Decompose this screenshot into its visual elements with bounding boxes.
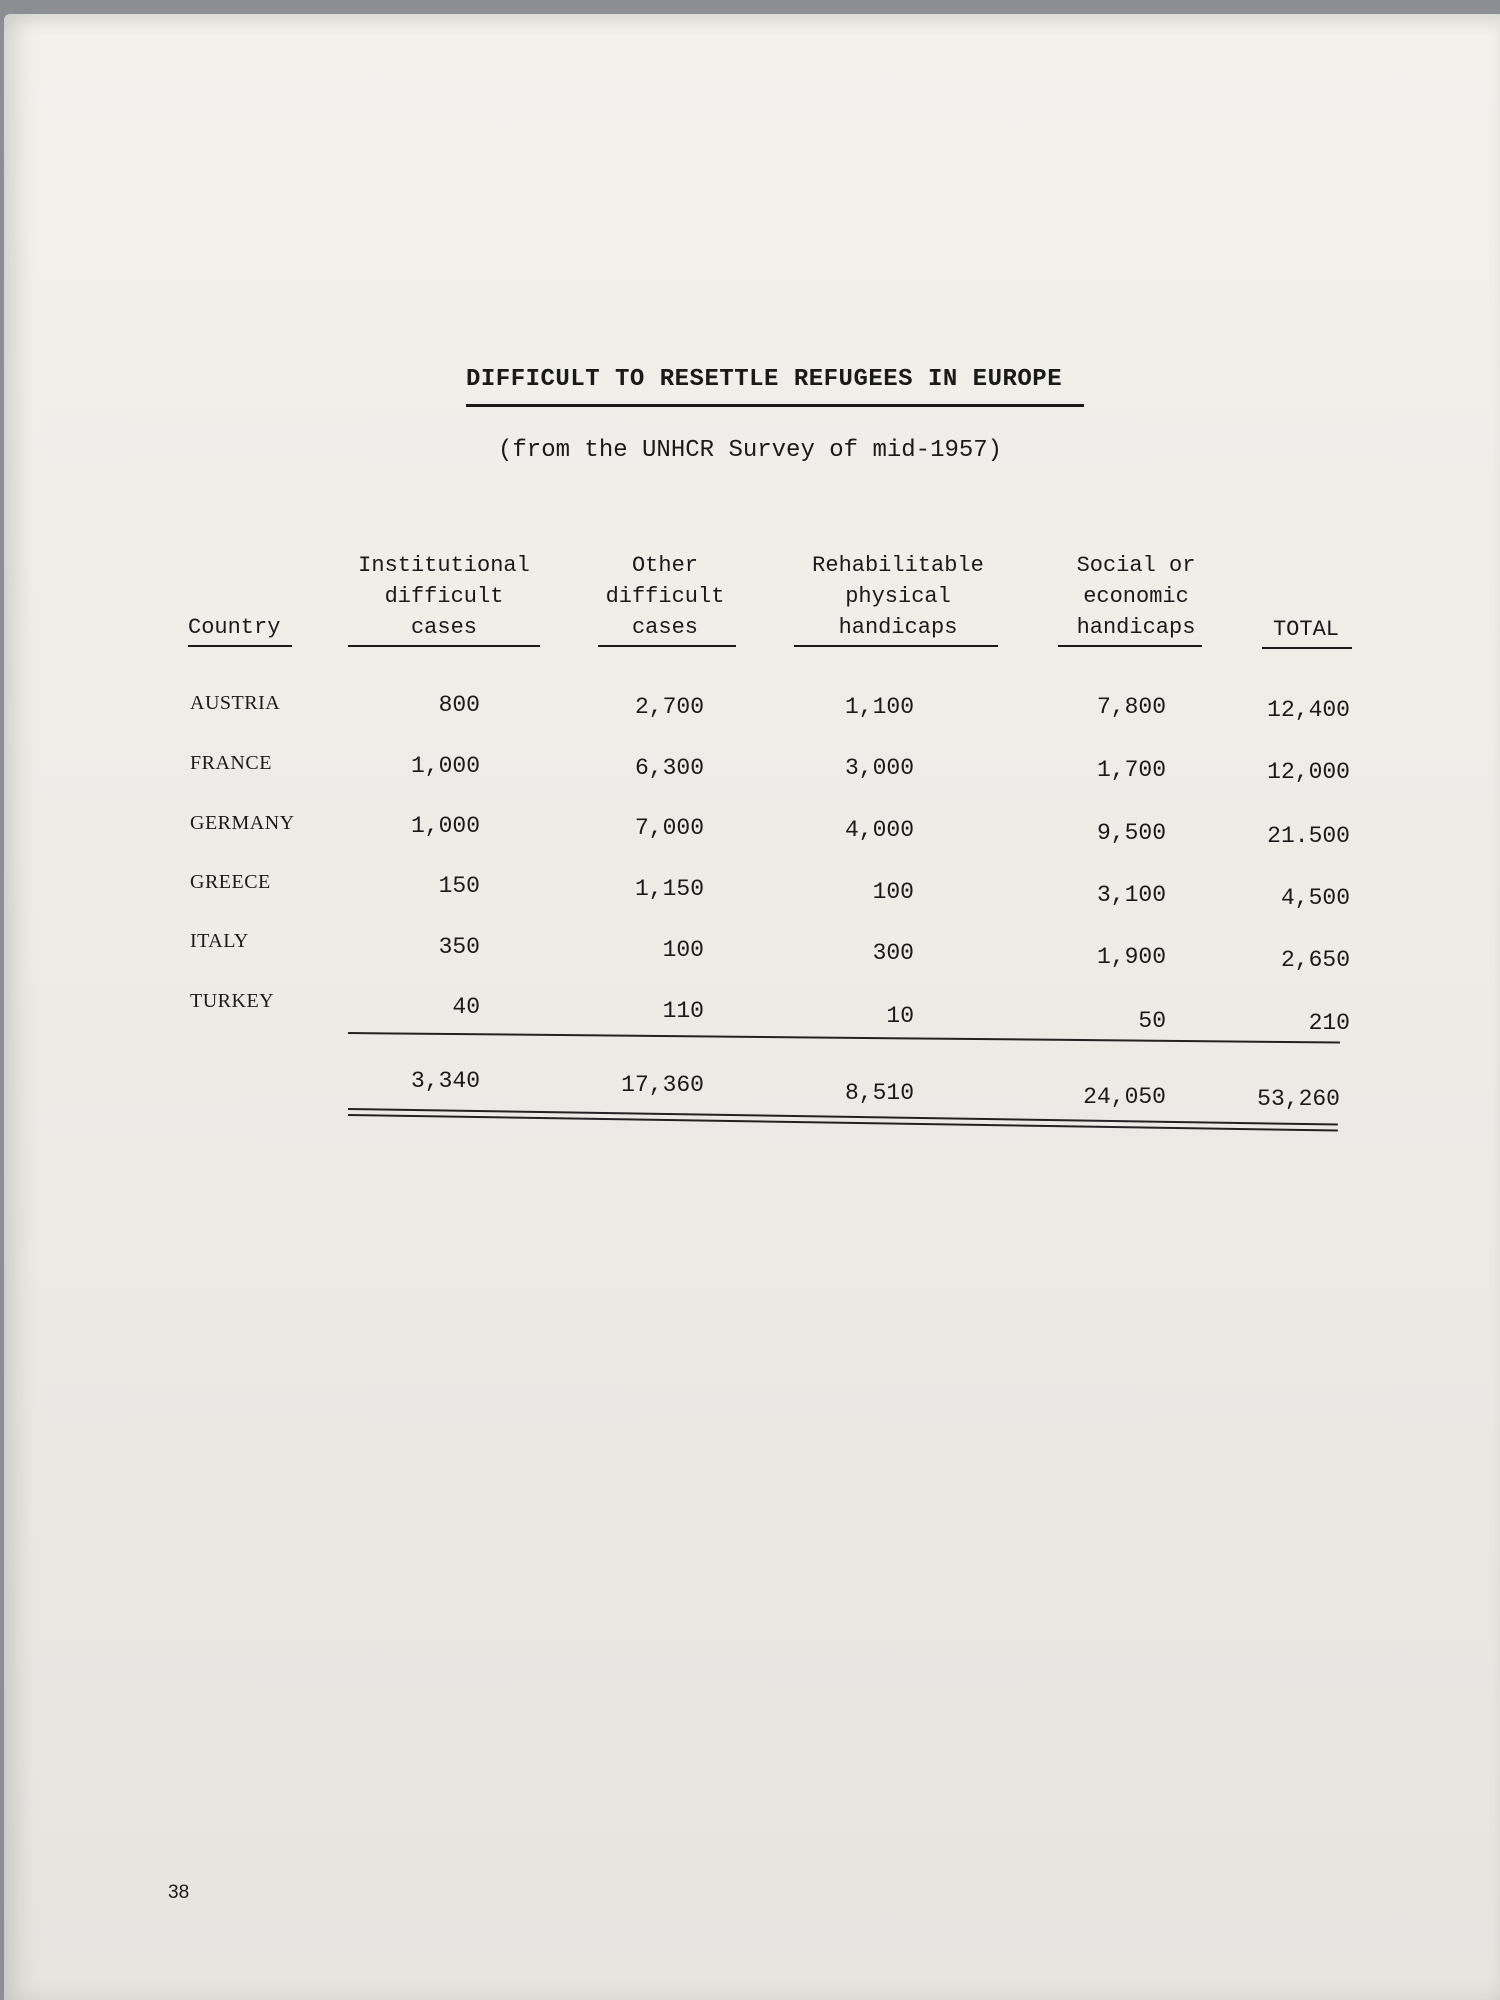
cell-other: 7,000 xyxy=(634,815,704,841)
cell-rehab: 4,000 xyxy=(844,817,914,843)
country-name: GREECE xyxy=(190,871,271,893)
cell-social: 9,500 xyxy=(1096,820,1166,846)
header-rehab: Rehabilitable physical handicaps xyxy=(812,553,984,640)
header-country-rule xyxy=(188,645,292,647)
cell-other: 2,700 xyxy=(634,694,704,720)
header-total: TOTAL xyxy=(1272,617,1339,642)
cell-total: 2,650 xyxy=(1280,947,1350,973)
cell-social: 7,800 xyxy=(1096,694,1166,720)
table-subtitle: (from the UNHCR Survey of mid-1957) xyxy=(498,437,1003,464)
header-other-rule xyxy=(598,645,736,647)
cell-total: 4,500 xyxy=(1280,885,1350,911)
cell-total: 21.500 xyxy=(1267,823,1350,849)
cell-institutional: 1,000 xyxy=(410,753,480,779)
header-country: Country xyxy=(188,615,281,640)
cell-institutional: 150 xyxy=(438,873,480,899)
cell-other: 1,150 xyxy=(634,876,704,902)
header-institutional: Institutional difficult cases xyxy=(358,553,530,640)
cell-institutional: 40 xyxy=(452,994,480,1020)
cell-rehab: 3,000 xyxy=(844,755,914,781)
total-social: 24,050 xyxy=(1083,1084,1166,1110)
country-name: FRANCE xyxy=(190,752,272,774)
cell-social: 3,100 xyxy=(1096,882,1166,908)
country-name: AUSTRIA xyxy=(190,692,281,714)
cell-institutional: 800 xyxy=(438,692,480,718)
country-name: GERMANY xyxy=(190,812,295,834)
cell-total: 12,400 xyxy=(1267,697,1350,723)
title-underline xyxy=(466,404,1084,407)
cell-social: 1,700 xyxy=(1096,757,1166,783)
cell-rehab: 100 xyxy=(872,879,914,905)
cell-institutional: 1,000 xyxy=(410,813,480,839)
header-social: Social or economic handicaps xyxy=(1076,553,1196,640)
total-institutional: 3,340 xyxy=(410,1068,480,1094)
cell-rehab: 10 xyxy=(886,1003,914,1029)
total-grand: 53,260 xyxy=(1257,1086,1340,1112)
total-rehab: 8,510 xyxy=(844,1080,914,1106)
cell-rehab: 1,100 xyxy=(844,694,914,720)
cell-rehab: 300 xyxy=(872,940,914,966)
table-title: DIFFICULT TO RESETTLE REFUGEES IN EUROPE xyxy=(466,366,1063,393)
cell-other: 100 xyxy=(662,937,704,963)
country-name: ITALY xyxy=(190,930,249,952)
cell-social: 1,900 xyxy=(1096,944,1166,970)
page-number: 38 xyxy=(168,1882,190,1903)
header-other: Other difficult cases xyxy=(605,553,725,640)
cell-total: 210 xyxy=(1308,1010,1350,1036)
cell-institutional: 350 xyxy=(438,934,480,960)
cell-total: 12,000 xyxy=(1267,759,1350,785)
cell-other: 110 xyxy=(662,998,704,1024)
header-institutional-rule xyxy=(348,645,540,647)
header-rehab-rule xyxy=(794,645,998,647)
country-name: TURKEY xyxy=(190,990,275,1012)
header-social-rule xyxy=(1058,645,1202,647)
total-other: 17,360 xyxy=(621,1072,704,1098)
cell-social: 50 xyxy=(1138,1008,1166,1034)
header-total-rule xyxy=(1262,647,1352,649)
cell-other: 6,300 xyxy=(634,755,704,781)
